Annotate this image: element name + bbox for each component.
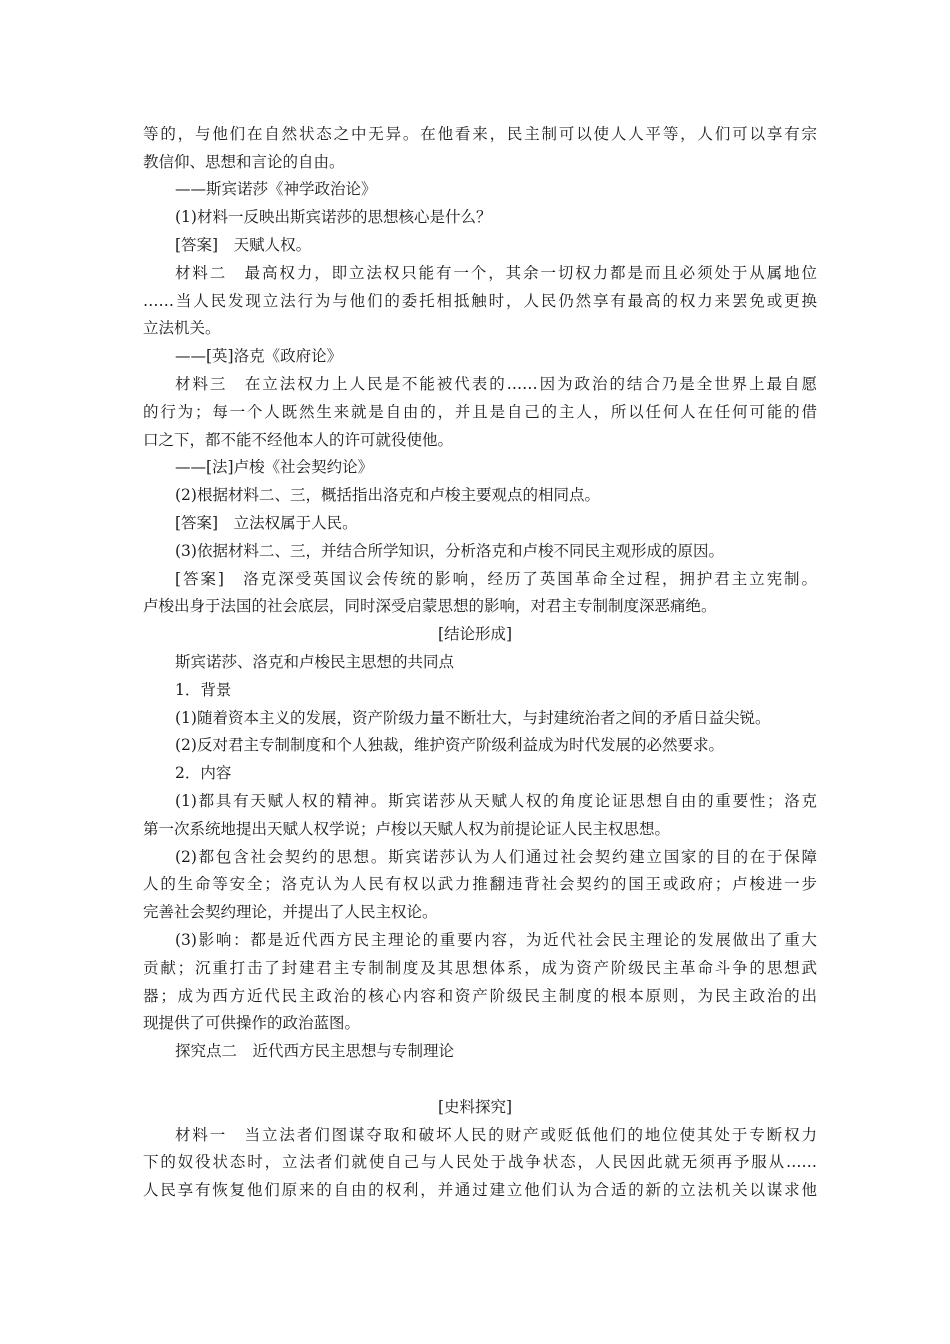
text-line: 材料一 当立法者们图谋夺取和破坏人民的财产或贬低他们的地位使其处于专断权力: [175, 1126, 817, 1144]
text-line: 等的，与他们在自然状态之中无异。在他看来，民主制可以使人人平等，人们可以享有宗: [143, 125, 817, 143]
text-line: 人的生命等安全；洛克认为人民有权以武力推翻违背社会契约的国王或政府；卢梭进一步: [143, 875, 817, 893]
citation: ——斯宾诺莎《神学政治论》: [175, 180, 377, 198]
text-line: 器；成为西方近代民主政治的核心内容和资产阶级民主制度的根本原则，为民主政治的出: [143, 987, 817, 1005]
text-line: 材料二 最高权力，即立法权只能有一个，其余一切权力都是而且必须处于从属地位: [175, 264, 817, 282]
text-line: 下的奴役状态时，立法者们就使自己与人民处于战争状态，人民因此就无须再予服从……: [143, 1153, 817, 1171]
text-line: 口之下，都不能不经他本人的许可就役使他。: [143, 431, 454, 449]
section-heading: [史料探究]: [437, 1098, 513, 1116]
text-line: 的行为；每一个人既然生来就是自由的，并且是自己的主人，所以任何人在任何可能的借: [143, 403, 817, 421]
text-line: 人民享有恢复他们原来的自由的权利，并通过建立他们认为合适的新的立法机关以谋求他: [143, 1181, 817, 1199]
text-line: 卢梭出身于法国的社会底层，同时深受启蒙思想的影响，对君主专制制度深恶痛绝。: [143, 597, 717, 615]
answer: [答案] 洛克深受英国议会传统的影响，经历了英国革命全过程，拥护君主立宪制。: [175, 570, 817, 588]
text-line: (3)影响：都是近代西方民主理论的重要内容，为近代社会民主理论的发展做出了重大: [175, 931, 817, 949]
answer: [答案] 立法权属于人民。: [175, 514, 358, 532]
section-heading: [结论形成]: [437, 625, 513, 643]
citation: ——[英]洛克《政府论》: [175, 347, 343, 365]
list-heading: 1．背景: [175, 681, 232, 699]
text-line: (2)反对君主专制制度和个人独裁，维护资产阶级利益成为时代发展的必然要求。: [175, 736, 724, 754]
text-line: 材料三 在立法权力上人民是不能被代表的……因为政治的结合乃是全世界上最自愿: [175, 375, 817, 393]
text-line: 立法机关。: [143, 319, 221, 337]
text-line: 贡献；沉重打击了封建君主专制制度及其思想体系，成为资产阶级民主革命斗争的思想武: [143, 959, 817, 977]
citation: ——[法]卢梭《社会契约论》: [175, 458, 374, 476]
text-line: 斯宾诺莎、洛克和卢梭民主思想的共同点: [175, 653, 455, 671]
text-line: (1)都具有天赋人权的精神。斯宾诺莎从天赋人权的角度论证思想自由的重要性；洛克: [175, 792, 817, 810]
text-line: 完善社会契约理论，并提出了人民主权论。: [143, 903, 438, 921]
list-heading: 2．内容: [175, 764, 232, 782]
text-line: 第一次系统地提出天赋人权学说；卢梭以天赋人权为前提论证人民主权思想。: [143, 820, 671, 838]
text-line: (1)随着资本主义的发展，资产阶级力量不断壮大，与封建统治者之间的矛盾日益尖锐。: [175, 709, 771, 727]
text-line: 教信仰、思想和言论的自由。: [143, 153, 345, 171]
question: (1)材料一反映出斯宾诺莎的思想核心是什么？: [175, 208, 492, 226]
text-line: 现提供了可供操作的政治蓝图。: [143, 1014, 361, 1032]
text-line: ……当人民发现立法行为与他们的委托相抵触时，人民仍然享有最高的权力来罢免或更换: [143, 292, 817, 310]
text-line: (2)都包含社会契约的思想。斯宾诺莎认为人们通过社会契约建立国家的目的在于保障: [175, 848, 817, 866]
question: (2)根据材料二、三，概括指出洛克和卢梭主要观点的相同点。: [175, 486, 600, 504]
answer: [答案] 天赋人权。: [175, 236, 312, 254]
section-title: 探究点二 近代西方民主思想与专制理论: [175, 1042, 455, 1060]
question: (3)依据材料二、三，并结合所学知识，分析洛克和卢梭不同民主观形成的原因。: [175, 542, 724, 560]
